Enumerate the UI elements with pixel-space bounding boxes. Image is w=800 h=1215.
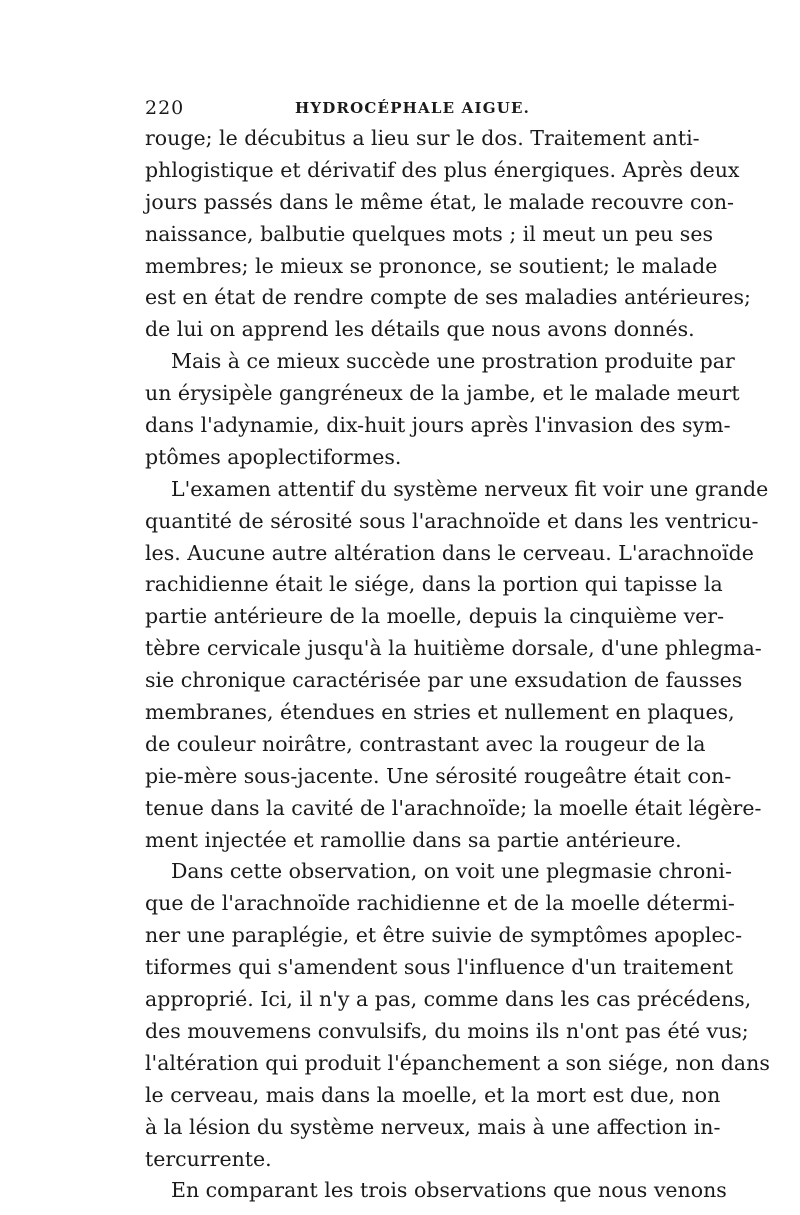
text-line: sie chronique caractérisée par une exsudation de fausses (145, 668, 743, 693)
text-line: ner une paraplégie, et être suivie de symptômes apoplec- (145, 923, 743, 948)
text-line: de couleur noirâtre, contrastant avec la rougeur de la (145, 731, 706, 756)
text-line: des mouvemens convulsifs, du moins ils n'ont pas été vus; (145, 1018, 749, 1043)
text-line: L'examen attentif du système nerveux fit voir une grande (171, 476, 769, 501)
text-line: tiformes qui s'amendent sous l'influence d'un traitement (145, 955, 734, 980)
text-line: ptômes apoplectiformes. (145, 444, 402, 469)
text-line: est en état de rendre compte de ses maladies antérieures; (145, 285, 751, 310)
text-line: tèbre cervicale jusqu'à la huitième dorsale, d'une phlegma- (145, 636, 762, 661)
text-line: que de l'arachnoïde rachidienne et de la moelle détermi- (145, 891, 735, 916)
text-line: phlogistique et dérivatif des plus énergiques. Après deux (145, 157, 740, 182)
text-line: rouge; le décubitus a lieu sur le dos. Traitement anti- (145, 126, 700, 150)
text-line: partie antérieure de la moelle, depuis la cinquième ver- (145, 604, 725, 629)
text-line: membres; le mieux se prononce, se soutient; le malade (145, 253, 718, 278)
text-line: En comparant les trois observations que nous venons (171, 1178, 727, 1203)
text-line: Mais à ce mieux succède une prostration produite par (171, 349, 735, 374)
text-line: pie-mère sous-jacente. Une sérosité rougeâtre était con- (145, 763, 732, 788)
text-line: tenue dans la cavité de l'arachnoïde; la moelle était légère- (145, 795, 762, 820)
text-line: de lui on apprend les détails que nous avons donnés. (145, 317, 695, 342)
text-line: naissance, balbutie quelques mots ; il meut un peu ses (145, 221, 713, 246)
body-text (145, 123, 770, 1207)
text-line: ment injectée et ramollie dans sa partie antérieure. (145, 827, 682, 852)
text-line: un érysipèle gangréneux de la jambe, et le malade meurt (145, 381, 740, 406)
text-line: à la lésion du système nerveux, mais à une affection in- (145, 1114, 721, 1139)
text-line: membranes, étendues en stries et nullement en plaques, (145, 700, 735, 725)
text-line: l'altération qui produit l'épanchement a son siége, non dans (145, 1050, 770, 1075)
text-line: tercurrente. (145, 1146, 272, 1171)
text-line: Dans cette observation, on voit une plegmasie chroni- (171, 859, 732, 884)
page-header (145, 97, 673, 121)
text-line: le cerveau, mais dans la moelle, et la mort est due, non (145, 1082, 721, 1107)
text-line: dans l'adynamie, dix-huit jours après l'invasion des sym- (145, 413, 731, 438)
text-line: jours passés dans le même état, le malade recouvre con- (145, 189, 734, 214)
text-line: approprié. Ici, il n'y a pas, comme dans les cas précédens, (145, 987, 752, 1012)
text-line: les. Aucune autre altération dans le cerveau. L'arachnoïde (145, 540, 754, 565)
running-title: HYDROCÉPHALE AIGUE. (295, 99, 531, 117)
text-line: quantité de sérosité sous l'arachnoïde et dans les ventricu- (145, 508, 759, 533)
page-number: 220 (145, 97, 185, 119)
text-line: rachidienne était le siége, dans la portion qui tapisse la (145, 572, 723, 597)
